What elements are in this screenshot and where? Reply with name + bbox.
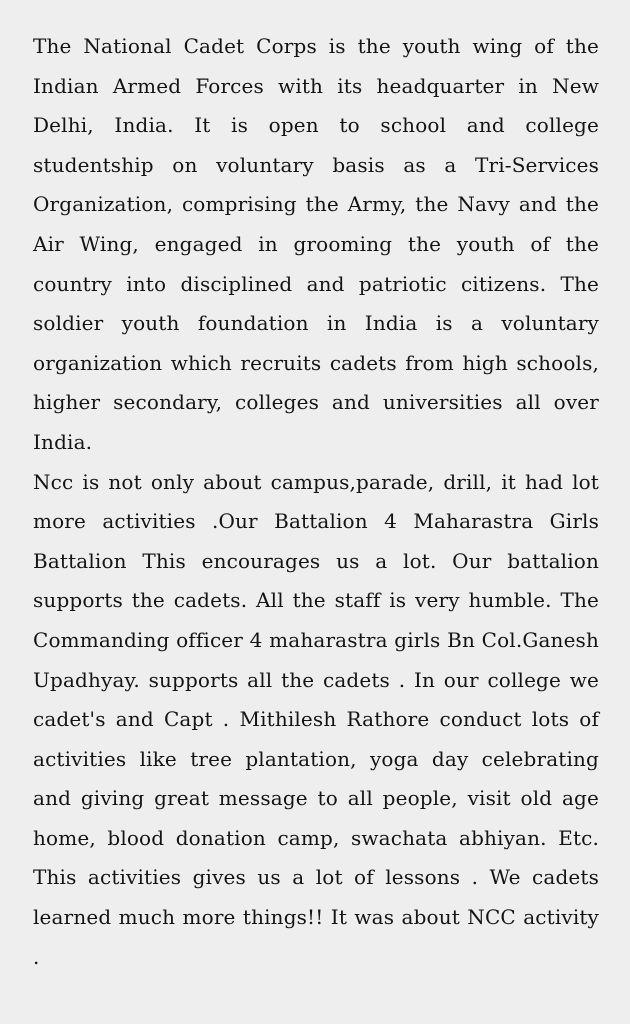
paragraph-ncc-overview: The National Cadet Corps is the youth wing of the Indian Armed Forces with its headquarter in New Delhi, India. It is open to school and college studentship on voluntary basis as a Tri-Services Organization, comprising the Army, the Navy and the Air Wing, engaged in grooming the youth of the country into disciplined and patriotic citizens. The soldier youth foundation in India is a voluntary organization which recruits cadets from high schools, higher secondary, colleges and universities all over India.: [33, 34, 599, 454]
paragraph-ncc-activities: Ncc is not only about campus,parade, drill, it had lot more activities .Our Battalion 4 Maharastra Girls Battalion This encourages us a lot. Our battalion supports the cadets. All the staff is very humble. The Commanding officer 4 maharastra girls Bn Col.Ganesh Upadhyay. supports all the cadets . In our college we cadet's and Capt . Mithilesh Rathore conduct lots of activities like tree plantation, yoga day celebrating and giving great message to all people, visit old age home, blood donation camp, swachata abhiyan. Etc. This activities gives us a lot of lessons . We cadets learned much more things!! It was about NCC activity .: [33, 469, 599, 969]
document-body: [33, 27, 599, 977]
